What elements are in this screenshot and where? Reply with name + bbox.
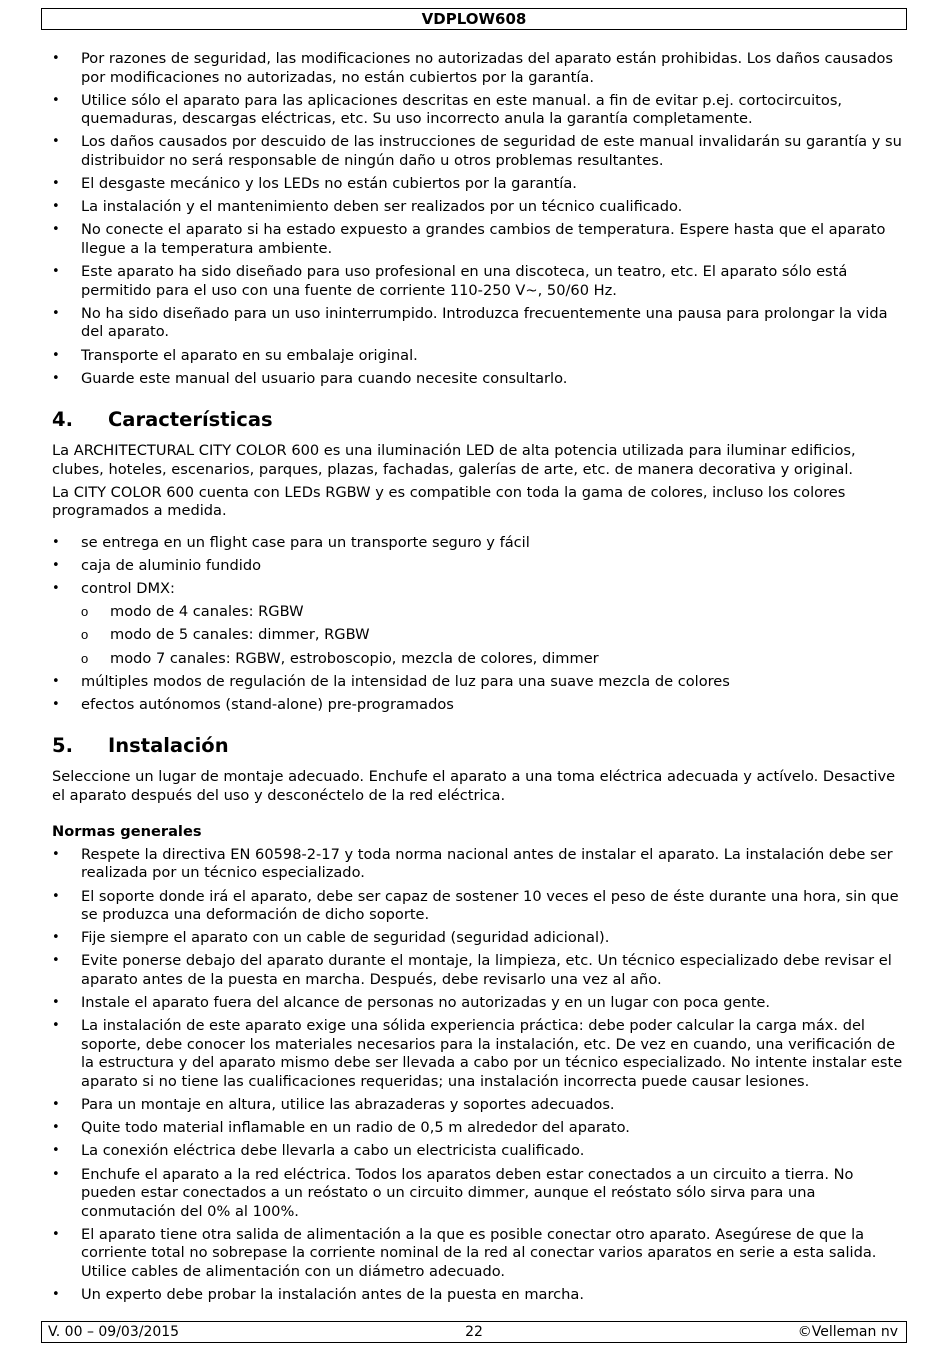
list-item: • Respete la directiva EN 60598-2-17 y toda norma nacional antes de instalar el aparato. La instalación debe ser realizada por un técnico especializado. (52, 846, 904, 883)
section-number: 4. (52, 408, 73, 432)
section-5-heading (52, 734, 904, 758)
list-item: • Por razones de seguridad, las modificaciones no autorizadas del aparato están prohibidas. Los daños causados por modificaciones no autorizadas, no están cubiertos por la garantía. (52, 50, 904, 87)
copyright: ©Velleman nv (797, 1324, 898, 1340)
list-item: • El desgaste mecánico y los LEDs no están cubiertos por la garantía. (52, 175, 904, 194)
list-item: • efectos autónomos (stand-alone) pre-programados (52, 696, 904, 715)
list-item: • se entrega en un flight case para un transporte seguro y fácil (52, 534, 904, 553)
list-item: • Los daños causados por descuido de las instrucciones de seguridad de este manual invalidarán su garantía y su distribuidor no será responsable de ningún daño u otros problemas resultantes. (52, 133, 904, 170)
list-item: • Quite todo material inflamable en un radio de 0,5 m alrededor del aparato. (52, 1119, 904, 1138)
list-item: • La instalación y el mantenimiento deben ser realizados por un técnico cualificado. (52, 198, 904, 217)
section-4-heading (52, 408, 904, 432)
list-item: • Evite ponerse debajo del aparato durante el montaje, la limpieza, etc. Un técnico especializado debe revisar el aparato antes de la puesta en marcha. Después, debe revisarlo una vez al año. (52, 952, 904, 989)
sub-list-item: o modo de 5 canales: dimmer, RGBW (81, 626, 904, 645)
page-number: 22 (465, 1324, 483, 1340)
section-title: Instalación (108, 734, 229, 758)
list-item: • caja de aluminio fundido (52, 557, 904, 576)
list-item-label: control DMX: (81, 580, 175, 598)
rules-list (52, 846, 904, 1305)
list-item: • Guarde este manual del usuario para cuando necesite consultarlo. (52, 370, 904, 389)
dmx-modes-list (81, 603, 904, 668)
version-date: V. 00 – 09/03/2015 (48, 1324, 180, 1340)
list-item: • Este aparato ha sido diseñado para uso profesional en una discoteca, un teatro, etc. El aparato sólo está permitido para el uso con una fuente de corriente 110-250 V~, 50/60 Hz. (52, 263, 904, 300)
page-header (41, 8, 907, 30)
paragraph: La ARCHITECTURAL CITY COLOR 600 es una iluminación LED de alta potencia utilizada para iluminar edificios, clubes, hoteles, escenarios, parques, plazas, fachadas, galerías de arte, etc. de manera decorativa y original. (52, 442, 856, 478)
list-item (52, 580, 904, 668)
subheading: Normas generales (52, 823, 202, 841)
features-list (52, 534, 904, 715)
list-item: • La instalación de este aparato exige una sólida experiencia práctica: debe poder calcular la carga máx. del soporte, debe conocer los materiales necesarios para la instalación, etc. De vez en cuando, una verificación de la estructura y del aparato mismo debe ser llevada a cabo por un técnico especializado. No intente instalar este aparato si no tiene las cualificaciones requeridas; una instalación incorrecta puede causar lesiones. (52, 1017, 904, 1091)
sub-list-item: o modo 7 canales: RGBW, estroboscopio, mezcla de colores, dimmer (81, 650, 904, 669)
paragraph: Seleccione un lugar de montaje adecuado. Enchufe el aparato a una toma eléctrica adecuada y actívelo. Desactive el aparato después del uso y desconéctelo de la red eléctrica. (52, 768, 896, 804)
list-item: • Utilice sólo el aparato para las aplicaciones descritas en este manual. a fin de evitar p.ej. cortocircuitos, quemaduras, descargas eléctricas, etc. Su uso incorrecto anula la garantía completamente. (52, 92, 904, 129)
page-footer (41, 1321, 907, 1343)
list-item: • múltiples modos de regulación de la intensidad de luz para una suave mezcla de colores (52, 673, 904, 692)
list-item: • Un experto debe probar la instalación antes de la puesta en marcha. (52, 1286, 904, 1305)
paragraph: La CITY COLOR 600 cuenta con LEDs RGBW y es compatible con toda la gama de colores, incluso los colores programados a medida. (52, 483, 846, 520)
page-content (52, 50, 904, 1309)
list-item: • Fije siempre el aparato con un cable de seguridad (seguridad adicional). (52, 929, 904, 948)
list-item: • No ha sido diseñado para un uso ininterrumpido. Introduzca frecuentemente una pausa para prolongar la vida del aparato. (52, 305, 904, 342)
list-item: • Instale el aparato fuera del alcance de personas no autorizadas y en un lugar con poca gente. (52, 994, 904, 1013)
section-number: 5. (52, 734, 73, 758)
section-title: Características (108, 408, 273, 432)
list-item: • La conexión eléctrica debe llevarla a cabo un electricista cualificado. (52, 1142, 904, 1161)
list-item: • El soporte donde irá el aparato, debe ser capaz de sostener 10 veces el peso de éste durante una hora, sin que se produzca una deformación de dicho soporte. (52, 888, 904, 925)
list-item: • Enchufe el aparato a la red eléctrica. Todos los aparatos deben estar conectados a un circuito a tierra. No pueden estar conectados a un reóstato o un circuito dimmer, aunque el reóstato sólo sirva para una conmutación del 0% al 100%. (52, 1166, 904, 1222)
sub-list-item: o modo de 4 canales: RGBW (81, 603, 904, 622)
list-item: • Transporte el aparato en su embalaje original. (52, 347, 904, 366)
list-item: • No conecte el aparato si ha estado expuesto a grandes cambios de temperatura. Espere hasta que el aparato llegue a la temperatura ambiente. (52, 221, 904, 258)
document-title: VDPLOW608 (421, 10, 527, 28)
list-item: • Para un montaje en altura, utilice las abrazaderas y soportes adecuados. (52, 1096, 904, 1115)
list-item: • El aparato tiene otra salida de alimentación a la que es posible conectar otro aparato. Asegúrese de que la corriente total no sobrepase la corriente nominal de la red al conectar varios aparatos en serie a esta salida. Utilice cables de alimentación con un diámetro adecuado. (52, 1226, 904, 1282)
safety-list (52, 50, 904, 388)
